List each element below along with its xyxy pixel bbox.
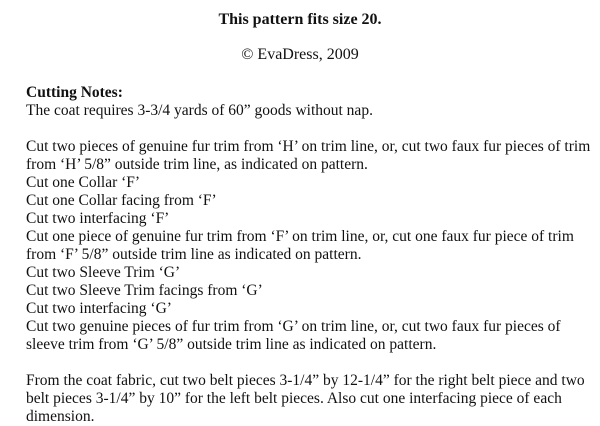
belt-instruction-line: From the coat fabric, cut two belt pieces 3-1/4” by 12-1/4” for the right belt piece and two (26, 372, 585, 389)
instruction-line: Cut one Collar facing from ‘F’ (26, 192, 217, 209)
instruction-line: sleeve trim from ‘G’ 5/8” outside trim line as indicated on pattern. (26, 336, 437, 353)
cutting-notes-heading: Cutting Notes: (26, 84, 123, 101)
copyright-line: © EvaDress, 2009 (241, 46, 359, 63)
pattern-size-title: This pattern fits size 20. (218, 11, 382, 28)
instruction-line: Cut two Sleeve Trim facings from ‘G’ (26, 282, 263, 299)
instruction-line: Cut two Sleeve Trim ‘G’ (26, 264, 181, 281)
belt-instruction-line: dimension. (26, 408, 95, 425)
instruction-line: from ‘F’ 5/8” outside trim line as indicated on pattern. (26, 246, 362, 263)
instruction-line: from ‘H’ 5/8” outside trim line, as indicated on pattern. (26, 156, 368, 173)
yardage-line: The coat requires 3-3/4 yards of 60” goods without nap. (26, 102, 373, 119)
paragraph-gap (26, 354, 596, 372)
instruction-line: Cut two pieces of genuine fur trim from ‘H’ on trim line, or, cut two faux fur pieces of trim (26, 138, 591, 155)
belt-instruction-line: belt pieces 3-1/4” by 10” for the left belt pieces. Also cut one interfacing piece of each (26, 390, 562, 407)
paragraph-gap (26, 120, 596, 138)
instruction-line: Cut two interfacing ‘G’ (26, 300, 172, 317)
cutting-notes-section (26, 84, 596, 426)
instruction-line: Cut one piece of genuine fur trim from ‘F’ on trim line, or, cut one faux fur piece of trim (26, 228, 574, 245)
instruction-line: Cut two interfacing ‘F’ (26, 210, 170, 227)
instruction-line: Cut two genuine pieces of fur trim from ‘G’ on trim line, or, cut two faux fur pieces of (26, 318, 561, 335)
instruction-line: Cut one Collar ‘F’ (26, 174, 141, 191)
